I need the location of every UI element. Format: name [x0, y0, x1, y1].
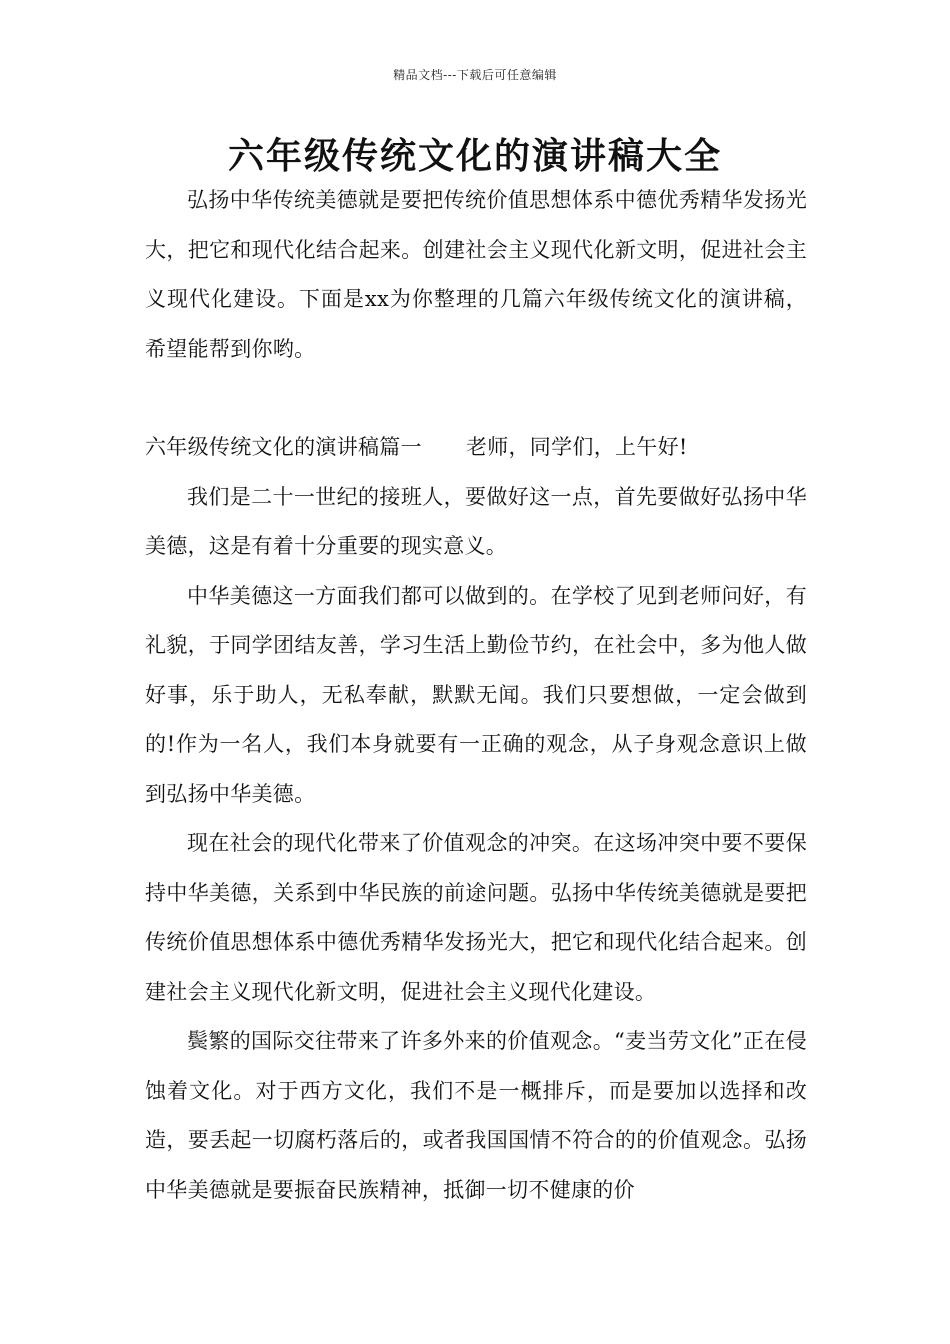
blank-line	[145, 374, 807, 423]
document-body	[145, 176, 807, 1215]
body-paragraph: 现在社会的现代化带来了价值观念的冲突。在这场冲突中要不要保持中华美德，关系到中华民族的前途问题。弘扬中华传统美德就是要把传统价值思想体系中德优秀精华发扬光大，把它和现代化结合起来。创建社会主义现代化新文明，促进社会主义现代化建设。	[145, 831, 807, 1004]
section-heading-line	[145, 423, 807, 473]
body-paragraph: 我们是二十一世纪的接班人，要做好这一点，首先要做好弘扬中华美德，这是有着十分重要的现实意义。	[145, 484, 807, 558]
intro-paragraph: 弘扬中华传统美德就是要把传统价值思想体系中德优秀精华发扬光大，把它和现代化结合起来。创建社会主义现代化新文明，促进社会主义现代化建设。下面是xx为你整理的几篇六年级传统文化的演讲稿，希望能帮到你哟。	[145, 188, 807, 361]
section-heading: 六年级传统文化的演讲稿篇一	[145, 435, 422, 459]
greeting: 老师，同学们，上午好!	[465, 435, 688, 459]
body-paragraph: 鬓繁的国际交往带来了许多外来的价值观念。“麦当劳文化”正在侵蚀着文化。对于西方文化，我们不是一概排斥，而是要加以选择和改造，要丢起一切腐朽落后的，或者我国国情不符合的的价值观念。弘扬中华美德就是要振奋民族精神，抵御一切不健康的价	[145, 1029, 807, 1202]
body-paragraph: 中华美德这一方面我们都可以做到的。在学校了见到老师问好，有礼貌，于同学团结友善，学习生活上勤俭节约，在社会中，多为他人做好事，乐于助人，无私奉献，默默无闻。我们只要想做，一定会做到的!作为一名人，我们本身就要有一正确的观念，从子身观念意识上做到弘扬中华美德。	[145, 583, 807, 806]
header-note: 精品文档---下载后可任意编辑	[393, 68, 557, 82]
document-title: 六年级传统文化的演讲稿大全	[227, 136, 722, 177]
